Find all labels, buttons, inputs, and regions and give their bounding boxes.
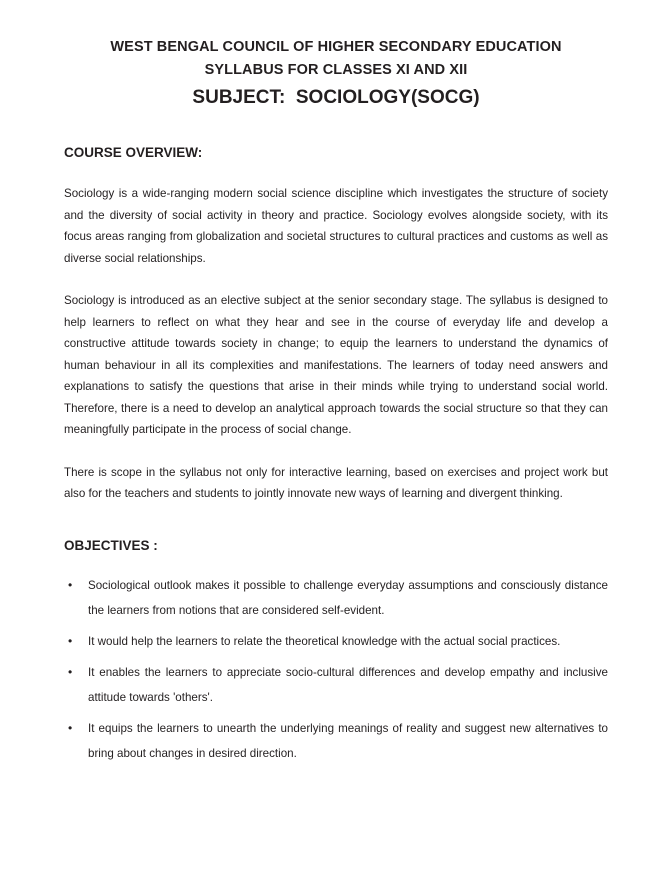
- course-overview-paragraph-2: Sociology is introduced as an elective subject at the senior secondary stage. The syllabus is designed to help learners to reflect on what they hear and see in the course of everyday life and develop a constructive attitude towards society in change; to equip the learners to understand the dynamics of human behaviour in all its complexities and manifestations. The learners of today need answers and explanations to satisfy the questions that arise in their minds while trying to understand social world. Therefore, there is a need to develop an analytical approach towards the social structure so that they can meaningfully participate in the process of social change.: [64, 294, 608, 436]
- objective-text-1: Sociological outlook makes it possible to challenge everyday assumptions and consciously distance the learners from notions that are considered self-evident.: [88, 578, 608, 617]
- objective-text-4: It equips the learners to unearth the underlying meanings of reality and suggest new alternatives to bring about changes in desired direction.: [88, 721, 608, 760]
- document-title-line-1: WEST BENGAL COUNCIL OF HIGHER SECONDARY EDUCATION: [110, 39, 562, 55]
- document-content: [64, 0, 608, 766]
- list-item: [64, 629, 608, 654]
- course-overview-paragraph-3: There is scope in the syllabus not only for interactive learning, based on exercises and project work but also for the teachers and students to jointly innovate new ways of learning and divergent thinking.: [64, 465, 608, 500]
- bullet-point-icon: •: [68, 633, 73, 648]
- document-title-line-2: SYLLABUS FOR CLASSES XI AND XII: [204, 62, 468, 78]
- document-title-block: [64, 0, 608, 113]
- objective-text-2: It would help the learners to relate the theoretical knowledge with the actual social practices.: [88, 634, 561, 648]
- objective-text-3: It enables the learners to appreciate socio-cultural differences and develop empathy and inclusive attitude towards 'others'.: [88, 665, 608, 704]
- bullet-point-icon: •: [68, 720, 73, 735]
- list-item: [64, 716, 608, 766]
- objectives-list: [64, 573, 608, 766]
- bullet-point-icon: •: [68, 577, 73, 592]
- course-overview-paragraph-1: Sociology is a wide-ranging modern social science discipline which investigates the structure of society and the diversity of social activity in theory and practice. Sociology evolves alongside society, with its focus areas ranging from globalization and societal structures to cultural practices and customs as well as diverse social relationships.: [64, 187, 608, 265]
- objectives-heading: OBJECTIVES :: [64, 537, 158, 553]
- document-subject-title: SUBJECT: SOCIOLOGY(SOCG): [192, 87, 480, 108]
- list-item: [64, 573, 608, 623]
- list-item: [64, 660, 608, 710]
- bullet-point-icon: •: [68, 664, 73, 679]
- course-overview-heading: COURSE OVERVIEW:: [64, 145, 203, 160]
